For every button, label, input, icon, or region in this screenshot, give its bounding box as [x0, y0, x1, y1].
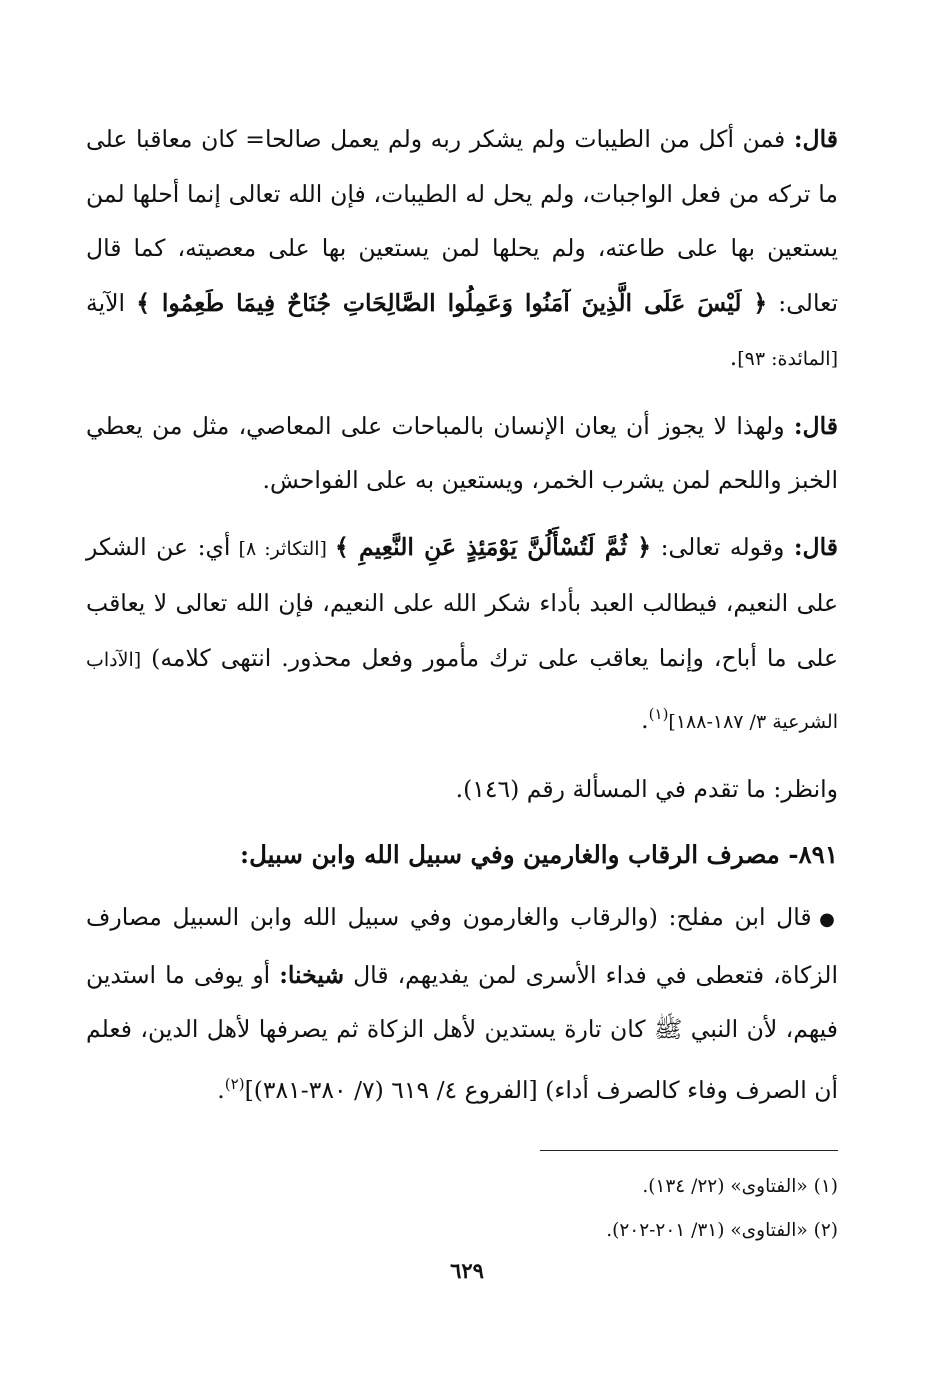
footnotes — [86, 1150, 838, 1253]
paragraph-text: قال ابن مفلح: (والرقاب والغارمون وفي سبيل الله وابن السبيل مصارف الزكاة، فتعطى في فداء الأسرى لمن يفديهم، قال — [86, 903, 838, 989]
quran-verse: ﴿ ثُمَّ لَتُسْأَلُنَّ يَوْمَئِذٍ عَنِ النَّعِيمِ ﴾ — [335, 532, 652, 561]
footnote-2: (٢) «الفتاوى» (٣١/ ٢٠١-٢٠٢). — [606, 1220, 838, 1241]
bullet-icon: ● — [819, 909, 838, 930]
speaker-label: قال: — [793, 125, 838, 153]
verse-reference: [التكاثر: ٨] — [230, 537, 336, 560]
page-number: ٦٢٩ — [450, 1258, 484, 1283]
paragraph-end: . — [217, 1075, 225, 1104]
paragraph-text: وقوله تعالى: — [651, 532, 794, 561]
quran-verse: ﴿ لَيْسَ عَلَى الَّذِينَ آمَنُوا وَعَمِلُوا الصَّالِحَاتِ جُنَاحٌ فِيمَا طَعِمُوا ﴾ — [136, 288, 768, 317]
paragraph-2 — [86, 399, 838, 508]
paragraph-text: وانظر: ما تقدم في المسألة رقم (١٤٦). — [455, 774, 838, 803]
paragraph-text: أو يوفى ما استدين فيهم، لأن النبي ﷺ كان تارة يستدين لأهل الزكاة ثم يصرفها لأهل الدين، فعلم أن الصرف وفاء كالصرف أداء) [الفروع ٤/ ٦١٩ (٧/ ٣٨٠-٣٨١)] — [86, 960, 838, 1104]
paragraph-text: ولهذا لا يجوز أن يعان الإنسان بالمباحات على المعاصي، مثل من يعطي الخبز واللحم لمن يشرب الخمر، ويستعين به على الفواحش. — [86, 411, 838, 494]
footnote-1: (١) «الفتاوى» (٢٢/ ١٣٤). — [642, 1176, 838, 1197]
verse-reference: [المائدة: ٩٣] — [737, 348, 838, 370]
section-heading: ٨٩١- مصرف الرقاب والغارمين وفي سبيل الله وابن سبيل: — [240, 840, 838, 869]
speaker-label: قال: — [793, 411, 838, 440]
speaker-label: قال: — [793, 532, 839, 561]
footnote-marker: (٢) — [224, 1074, 245, 1093]
paragraph-end: . — [729, 343, 738, 371]
paragraph-1 — [86, 112, 838, 387]
page-body — [86, 112, 838, 1129]
speaker-label: شيخنا: — [279, 960, 345, 989]
source-reference: [الآداب الشرعية ٣/ ١٨٧-١٨٨] — [86, 648, 838, 733]
paragraph-end: . — [641, 706, 649, 734]
paragraph-5 — [86, 890, 838, 1117]
footnote-marker: (١) — [648, 705, 669, 723]
paragraph-3 — [86, 520, 838, 750]
footnote-divider — [540, 1150, 838, 1151]
paragraph-text: أي: عن الشكر على النعيم، فيطالب العبد بأداء شكر الله على النعيم، فإن الله تعالى لا يعاقب على ما أباح، وإنما يعاقب على ترك مأمور وفعل محذور. انتهى كلامه) — [86, 532, 838, 672]
paragraph-4 — [86, 762, 838, 817]
paragraph-text: الآية — [86, 288, 137, 317]
paragraph-text: فمن أكل من الطيبات ولم يشكر ربه ولم يعمل صالحا= كان معاقبا على ما تركه من فعل الواجبات، ولم يحل له الطيبات، فإن الله تعالى إنما أحلها لمن يستعين بها على طاعته، ولم يحلها لمن يستعين بها على معصيته، كما قال تعالى: — [86, 125, 838, 317]
